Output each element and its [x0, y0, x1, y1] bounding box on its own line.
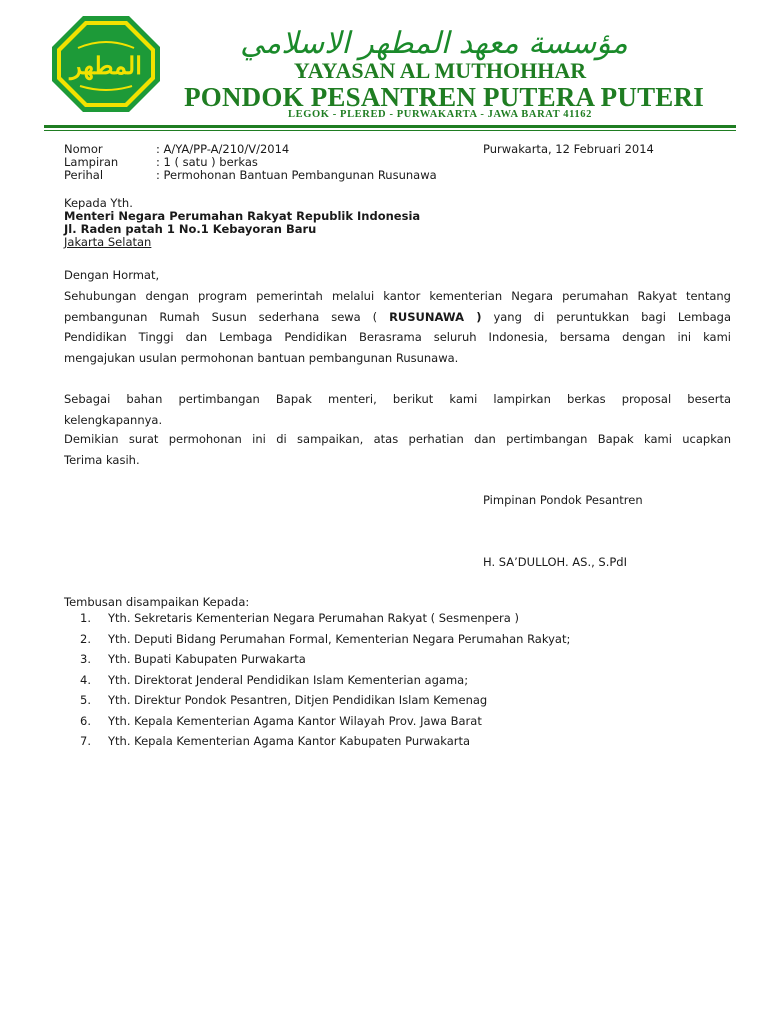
perihal-label: Perihal — [64, 168, 104, 182]
list-item-number: 4. — [80, 672, 91, 687]
signature-name: H. SA’DULLOH. AS., S.PdI — [483, 555, 627, 569]
place-date: Purwakarta, 12 Februari 2014 — [483, 142, 654, 156]
list-item-text: Yth. Direktorat Jenderal Pendidikan Islam Kementerian agama; — [108, 672, 469, 687]
arabic-foundation-name: مؤسسة معهد المطهر الاسلامي — [240, 26, 628, 61]
paragraph-1-line-4: mengajukan usulan permohonan bantuan pembangunan Rusunawa. — [64, 350, 459, 365]
signature-title: Pimpinan Pondok Pesantren — [483, 493, 643, 507]
list-item-number: 5. — [80, 693, 91, 707]
cc-heading: Tembusan disampaikan Kepada: — [64, 595, 250, 609]
paragraph-3-line-2: Terima kasih. — [64, 452, 140, 467]
list-item-text: Yth. Kepala Kementerian Agama Kantor Wilayah Prov. Jawa Barat — [108, 713, 482, 728]
recipient-name: Menteri Negara Perumahan Rakyat Republik Indonesia — [64, 209, 421, 223]
list-item-number: 6. — [80, 713, 91, 728]
paragraph-2-line-1: Sebagai bahan pertimbangan Bapak menteri, berikut kami lampirkan berkas proposal beserta — [64, 392, 731, 406]
lampiran-value: : 1 ( satu ) berkas — [156, 155, 258, 169]
letterhead-rule-thin — [44, 130, 736, 131]
paragraph-2-line-2: kelengkapannya. — [64, 412, 163, 427]
paragraph-3 — [64, 429, 731, 470]
school-name: PONDOK PESANTREN PUTERA PUTERI — [184, 82, 704, 112]
perihal-value: : Permohonan Bantuan Pembangunan Rusunawa — [156, 168, 437, 182]
paragraph-1-line-2 — [64, 307, 731, 328]
recipient-address: Jl. Raden patah 1 No.1 Kebayoran Baru — [64, 222, 317, 236]
paragraph-1-line-1: Sehubungan dengan program pemerintah melalui kantor kementerian Negara perumahan Rakyat tentang — [64, 289, 731, 303]
list-item-number: 2. — [80, 631, 91, 646]
list-item-text: Yth. Direktur Pondok Pesantren, Ditjen Pendidikan Islam Kemenag — [108, 693, 488, 707]
nomor-label: Nomor — [64, 142, 103, 156]
list-item-text: Yth. Deputi Bidang Perumahan Formal, Kementerian Negara Perumahan Rakyat; — [108, 631, 571, 646]
list-item-text: Yth. Sekretaris Kementerian Negara Perumahan Rakyat ( Sesmenpera ) — [108, 611, 519, 625]
recipient-city: Jakarta Selatan — [64, 235, 152, 249]
rusunawa-term: RUSUNAWA ) — [389, 309, 482, 324]
nomor-value: : A/YA/PP-A/210/V/2014 — [156, 142, 290, 156]
list-item-number: 7. — [80, 734, 91, 748]
list-item-text: Yth. Bupati Kabupaten Purwakarta — [108, 652, 306, 666]
p1-line2-start: pembangunan Rumah Susun sederhana sewa ( — [64, 309, 378, 324]
paragraph-1 — [64, 286, 731, 368]
logo-calligraphy: المطهر — [70, 51, 142, 80]
foundation-logo — [50, 14, 162, 114]
paragraph-2 — [64, 389, 731, 430]
letterhead-rule-thick — [44, 125, 736, 128]
lampiran-label: Lampiran — [64, 155, 119, 169]
list-item-number: 3. — [80, 652, 91, 666]
salutation: Dengan Hormat, — [64, 268, 160, 282]
paragraph-1-line-3: Pendidikan Tinggi dan Lembaga Pendidikan Berasrama seluruh Indonesia, bersama dengan ini kami — [64, 330, 731, 344]
list-item-number: 1. — [80, 611, 91, 625]
letterhead-address: LEGOK - PLERED - PURWAKARTA - JAWA BARAT 41162 — [288, 109, 592, 120]
paragraph-3-line-1: Demikian surat permohonan ini di sampaikan, atas perhatian dan pertimbangan Bapak kami ucapkan — [64, 432, 731, 446]
foundation-name: YAYASAN AL MUTHOHHAR — [293, 58, 587, 83]
list-item-text: Yth. Kepala Kementerian Agama Kantor Kabupaten Purwakarta — [108, 734, 471, 748]
recipient-greeting: Kepada Yth. — [64, 196, 133, 210]
p1-line2-end: yang di peruntukkan bagi Lembaga — [493, 309, 731, 324]
